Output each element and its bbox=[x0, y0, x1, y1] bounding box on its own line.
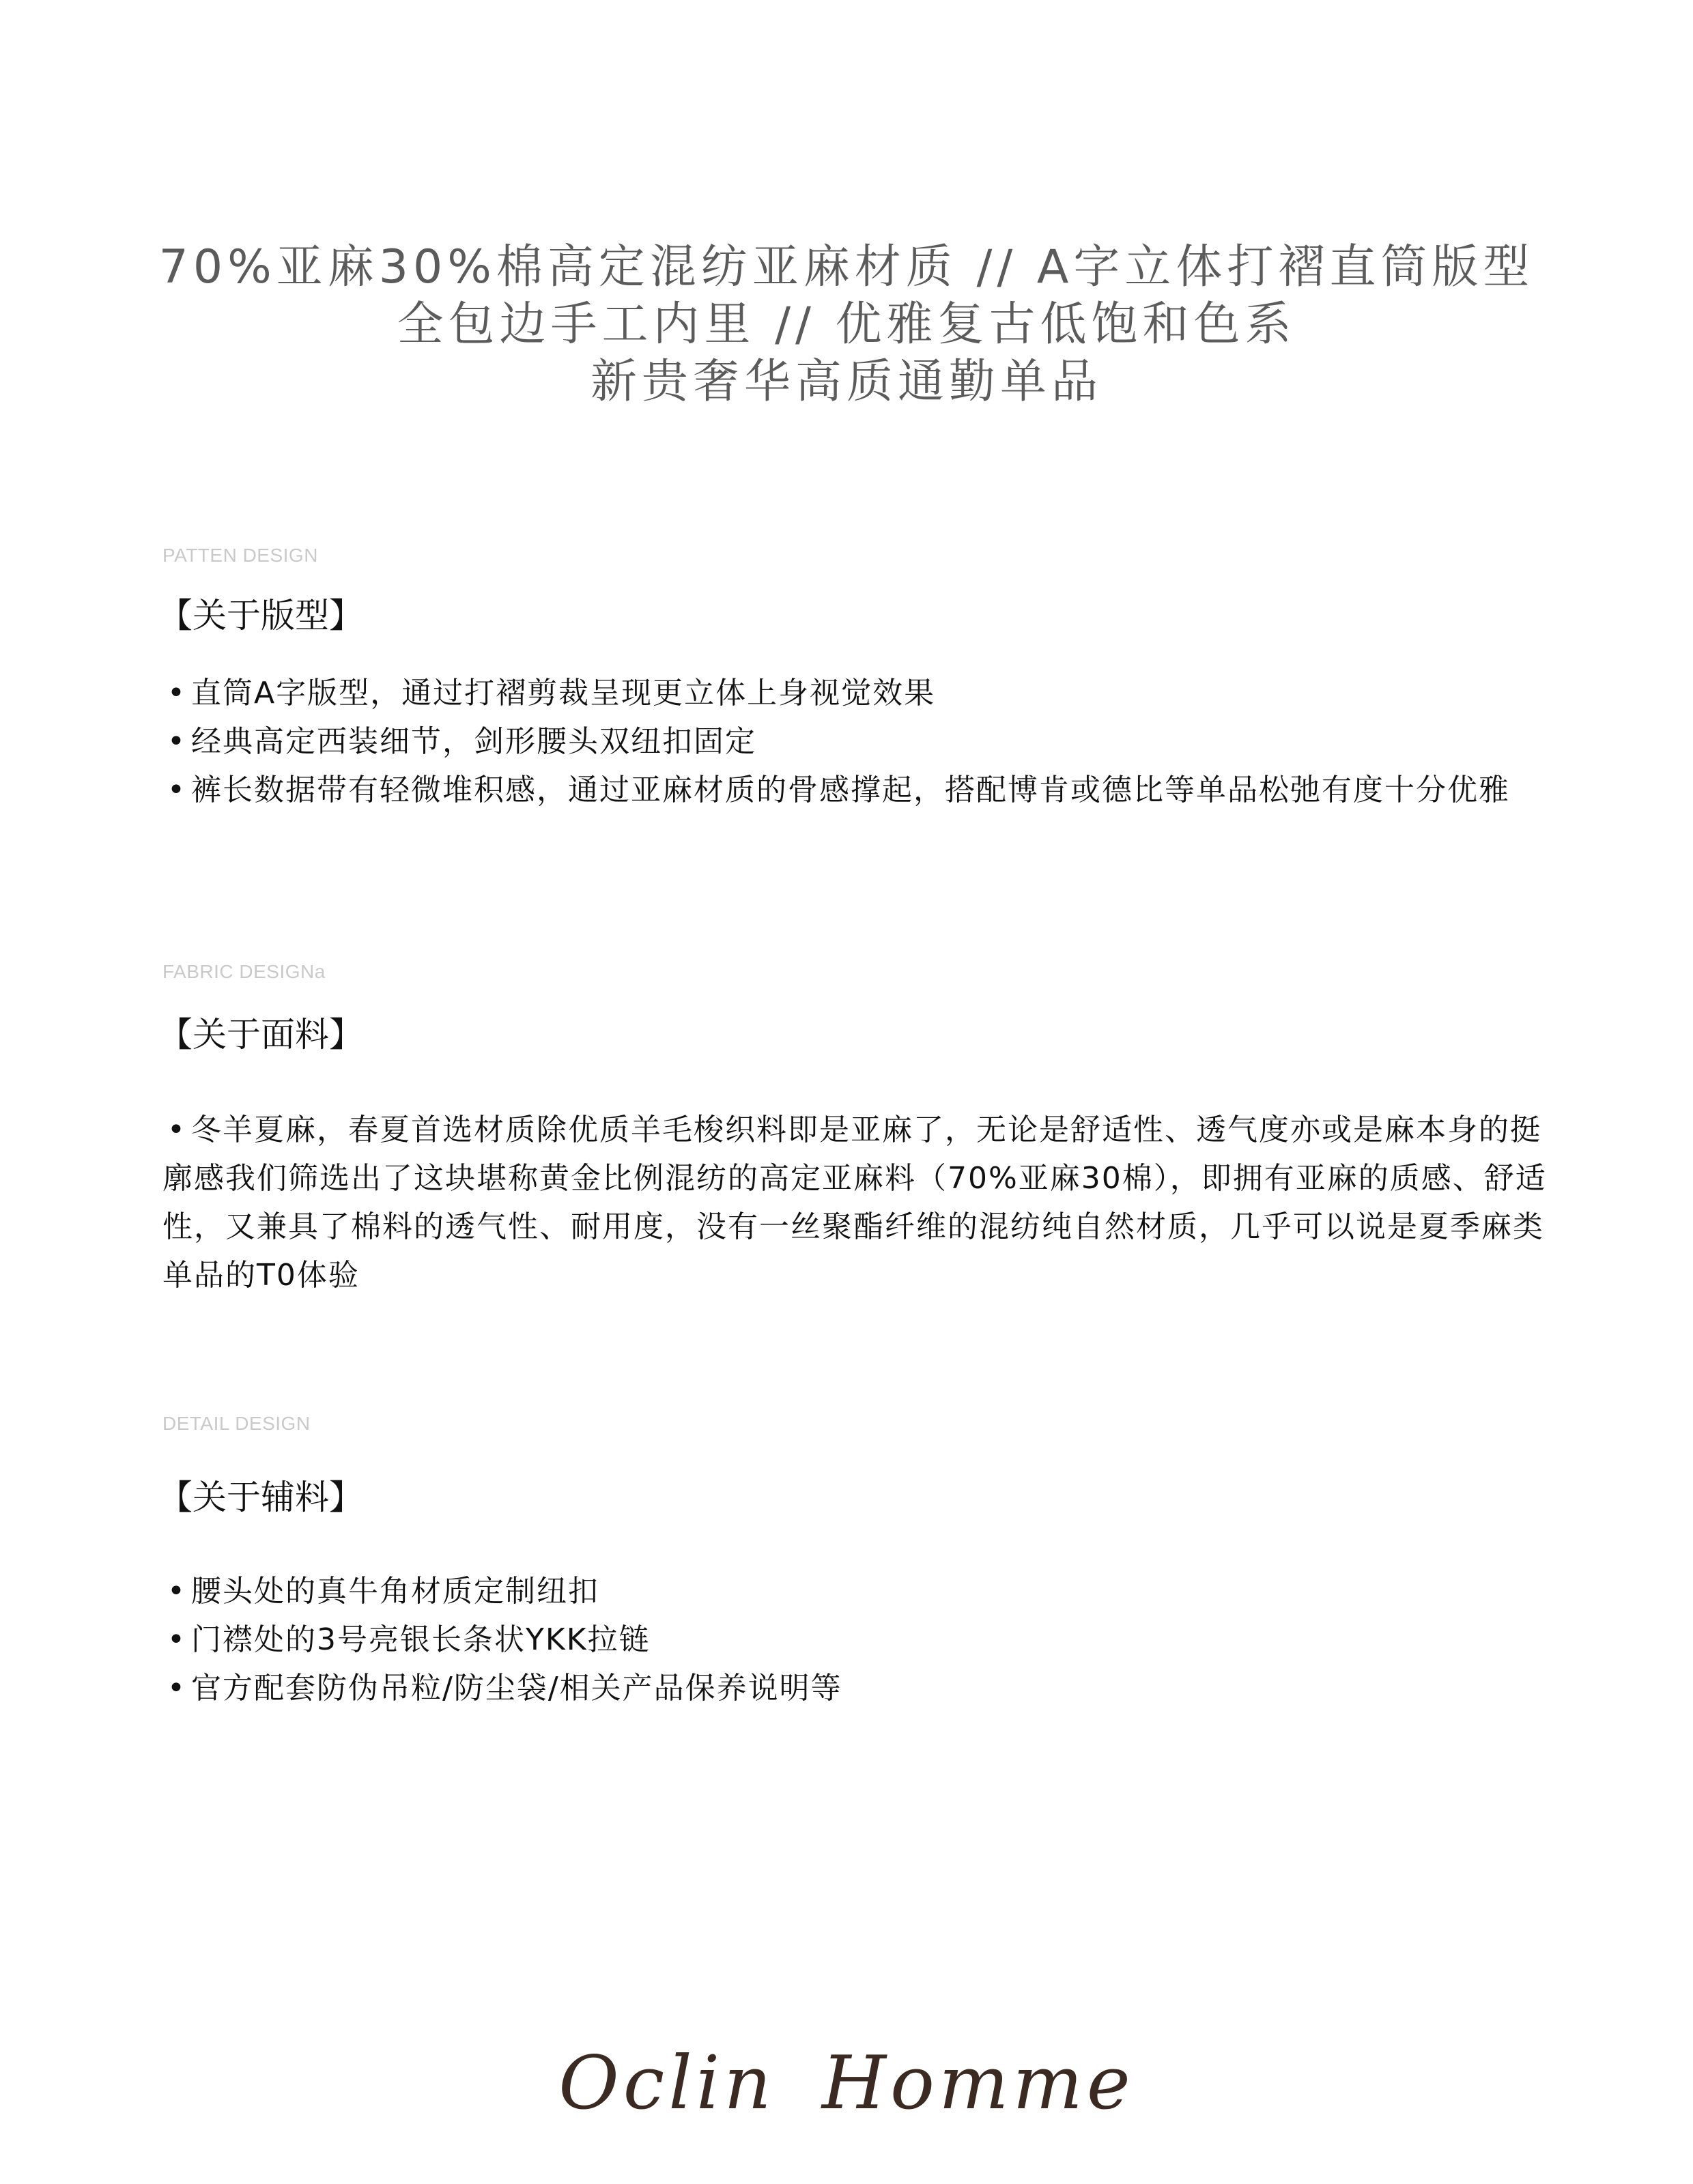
fabric-paragraph: • 冬羊夏麻，春夏首选材质除优质羊毛梭织料即是亚麻了，无论是舒适性、透气度亦或是麻本身的挺廓感我们筛选出了这块堪称黄金比例混纺的高定亚麻料（70%亚麻30棉），即拥有亚麻的质感、舒适性，又兼具了棉料的透气性、耐用度，没有一丝聚酯纤维的混纺纯自然材质，几乎可以说是夏季麻类单品的T0体验 bbox=[162, 1106, 1548, 1299]
pattern-kicker: PATTEN DESIGN bbox=[162, 545, 318, 566]
list-item: • 经典高定西装细节，剑形腰头双纽扣固定 bbox=[162, 717, 1555, 766]
fabric-title: 【关于面料】 bbox=[158, 1015, 363, 1054]
list-item: • 官方配套防伪吊粒/防尘袋/相关产品保养说明等 bbox=[162, 1664, 1555, 1712]
bullet-icon: • bbox=[167, 1671, 186, 1706]
fabric-kicker: FABRIC DESIGNa bbox=[162, 961, 326, 982]
pattern-list bbox=[162, 669, 1555, 814]
brand-word-2: Homme bbox=[821, 2041, 1135, 2126]
bullet-icon: • bbox=[167, 1574, 186, 1609]
brand-word-1: Oclin bbox=[558, 2041, 776, 2126]
bullet-icon: • bbox=[167, 1112, 186, 1147]
list-item: • 裤长数据带有轻微堆积感，通过亚麻材质的骨感撑起，搭配博肯或德比等单品松弛有度十分优雅 bbox=[162, 766, 1555, 814]
list-item: • 门襟处的3号亮银长条状YKK拉链 bbox=[162, 1615, 1555, 1664]
bullet-icon: • bbox=[167, 676, 186, 710]
pattern-title: 【关于版型】 bbox=[158, 596, 363, 635]
bullet-icon: • bbox=[167, 724, 186, 759]
list-item: • 直筒A字版型，通过打褶剪裁呈现更立体上身视觉效果 bbox=[162, 669, 1555, 717]
headline-line-3: 新贵奢华高质通勤单品 bbox=[590, 355, 1102, 409]
bullet-icon: • bbox=[167, 1622, 186, 1657]
brand-signature bbox=[0, 2041, 1693, 2126]
bullet-icon: • bbox=[167, 773, 186, 807]
headline-line-1: 70%亚麻30%棉高定混纺亚麻材质 // A字立体打褶直筒版型 bbox=[158, 240, 1535, 294]
detail-title: 【关于辅料】 bbox=[158, 1478, 363, 1517]
list-item: • 腰头处的真牛角材质定制纽扣 bbox=[162, 1567, 1555, 1615]
detail-kicker: DETAIL DESIGN bbox=[162, 1413, 311, 1434]
headline-line-2: 全包边手工内里 // 优雅复古低饱和色系 bbox=[397, 298, 1296, 351]
headline bbox=[0, 239, 1693, 411]
detail-list bbox=[162, 1567, 1555, 1712]
